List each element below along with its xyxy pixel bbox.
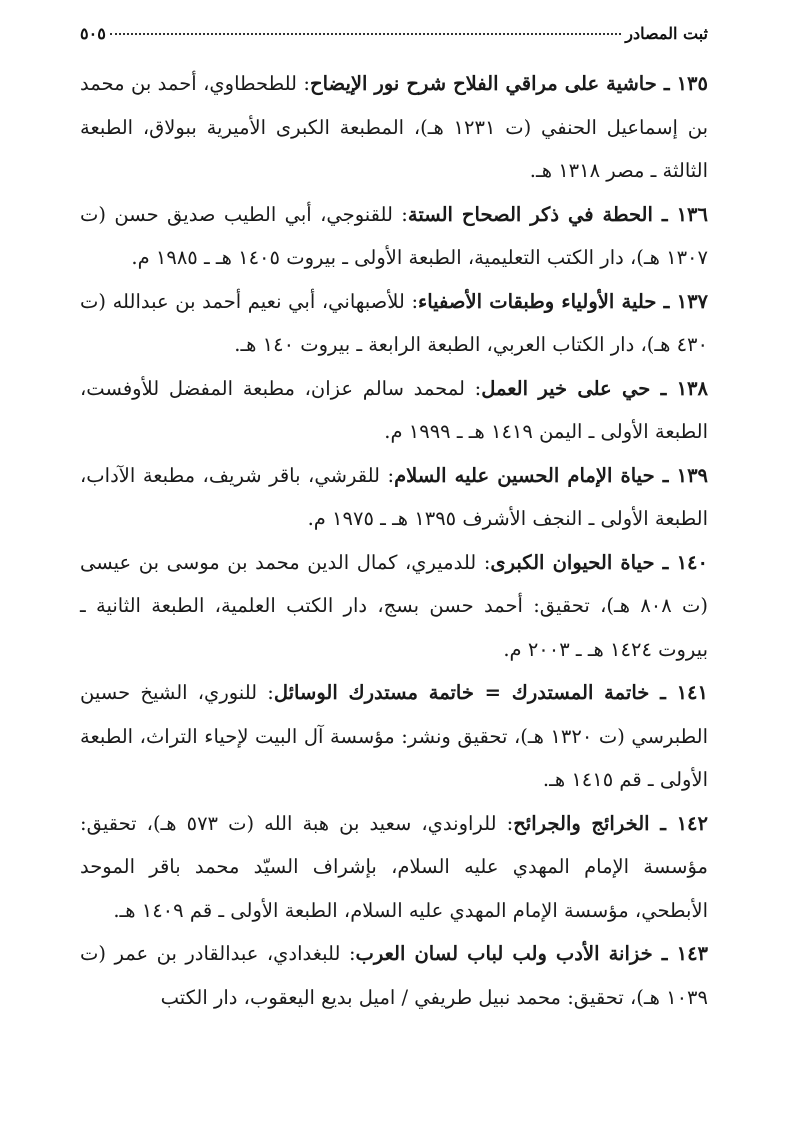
entry-title: خزانة الأدب ولب لباب لسان العرب	[355, 942, 653, 965]
entry-title: حي على خير العمل	[481, 376, 651, 400]
entry-body: : للقرشي، باقر شريف، مطبعة الآداب، الطبعة الأولى ـ النجف الأشرف ١٣٩٥ هـ ـ ١٩٧٥ م.	[80, 463, 708, 530]
entry-body: : لمحمد سالم عزان، مطبعة المفضل للأوفست، الطبعة الأولى ـ اليمن ١٤١٩ هـ ـ ١٩٩٩ م.	[80, 376, 708, 443]
entry-number: ١٣٩	[676, 463, 709, 487]
entry-title: حاشية على مراقي الفلاح شرح نور الإيضاح	[310, 72, 657, 95]
bibliography-entry	[80, 193, 708, 280]
running-header	[80, 24, 708, 58]
entry-body: : للراوندي، سعيد بن هبة الله (ت ٥٧٣ هـ)، تحقيق: مؤسسة الإمام المهدي عليه السلام، بإشراف السيّد محمد باقر الموحد الأبطحي، مؤسسة الإمام المهدي عليه السلام، الطبعة الأولى ـ قم ١٤٠٩ هـ.	[80, 811, 708, 922]
entry-body: : للبغدادي، عبدالقادر بن عمر (ت ١٠٣٩ هـ)، تحقيق: محمد نبيل طريفي / اميل بديع اليعقوب، دار الكتب	[80, 942, 708, 1009]
entry-title: حياة الحيوان الكبرى	[490, 550, 655, 574]
entry-body: : للنوري، الشيخ حسين الطبرسي (ت ١٣٢٠ هـ)، تحقيق ونشر: مؤسسة آل البيت لإحياء التراث، الطبعة الأولى ـ قم ١٤١٥ هـ.	[80, 681, 708, 791]
entry-title: الخرائج والجرائح	[513, 811, 650, 835]
entry-separator: ـ	[654, 463, 677, 487]
page-number: ٥٠٥	[80, 24, 106, 43]
entry-body: : للطحطاوي، أحمد بن محمد بن إسماعيل الحنفي (ت ١٢٣١ هـ)، المطبعة الكبرى الأميرية ببولاق، الطبعة الثالثة ـ مصر ١٣١٨ هـ.	[80, 72, 708, 182]
entry-title: حياة الإمام الحسين عليه السلام	[394, 463, 655, 487]
entry-separator: ـ	[649, 811, 677, 835]
header-title: ثبت المصادر	[625, 24, 708, 43]
entry-body: : للدميري، كمال الدين محمد بن موسى بن عيسى (ت ٨٠٨ هـ)، تحقيق: أحمد حسن بسج، دار الكتب العلمية، الطبعة الثانية ـ بيروت ١٤٢٤ هـ ـ ٢٠٠٣ م.	[80, 550, 708, 661]
entry-separator: ـ	[654, 550, 677, 574]
entry-number: ١٤٢	[676, 811, 708, 835]
bibliography-entry	[80, 541, 708, 672]
entry-number: ١٣٧	[676, 289, 709, 313]
header-dot-leader	[110, 33, 621, 35]
entry-number: ١٣٨	[676, 376, 708, 400]
bibliography-entry	[80, 62, 708, 193]
entry-title: الحطة في ذكر الصحاح الستة	[407, 202, 653, 226]
entry-title: حلية الأولياء وطبقات الأصفياء	[418, 289, 657, 313]
entry-separator: ـ	[650, 376, 677, 400]
entry-number: ١٤٣	[676, 942, 709, 965]
entry-number: ١٤٠	[676, 550, 708, 574]
bibliography-entry	[80, 802, 708, 933]
entry-body: : للقنوجي، أبي الطيب صديق حسن (ت ١٣٠٧ هـ)، دار الكتب التعليمية، الطبعة الأولى ـ بيروت ١٤٠٥ هـ ـ ١٩٨٥ م.	[80, 202, 708, 269]
entry-separator: ـ	[656, 289, 677, 313]
entry-number: ١٣٥	[676, 72, 708, 95]
bibliography-entry	[80, 454, 708, 541]
entry-title: خاتمة المستدرك = خاتمة مستدرك الوسائل	[273, 681, 650, 704]
bibliography-entry	[80, 280, 708, 367]
bibliography-list	[80, 62, 708, 1019]
entry-separator: ـ	[649, 681, 677, 704]
entry-number: ١٣٦	[676, 202, 708, 226]
bibliography-entry	[80, 932, 708, 1019]
bibliography-entry	[80, 367, 708, 454]
entry-separator: ـ	[656, 72, 677, 95]
entry-separator: ـ	[652, 942, 677, 965]
entry-body: : للأصبهاني، أبي نعيم أحمد بن عبدالله (ت ٤٣٠ هـ)، دار الكتاب العربي، الطبعة الرابعة ـ بيروت ١٤٠ هـ.	[80, 289, 708, 356]
bibliography-entry	[80, 671, 708, 802]
entry-number: ١٤١	[676, 681, 708, 704]
entry-separator: ـ	[652, 202, 677, 226]
